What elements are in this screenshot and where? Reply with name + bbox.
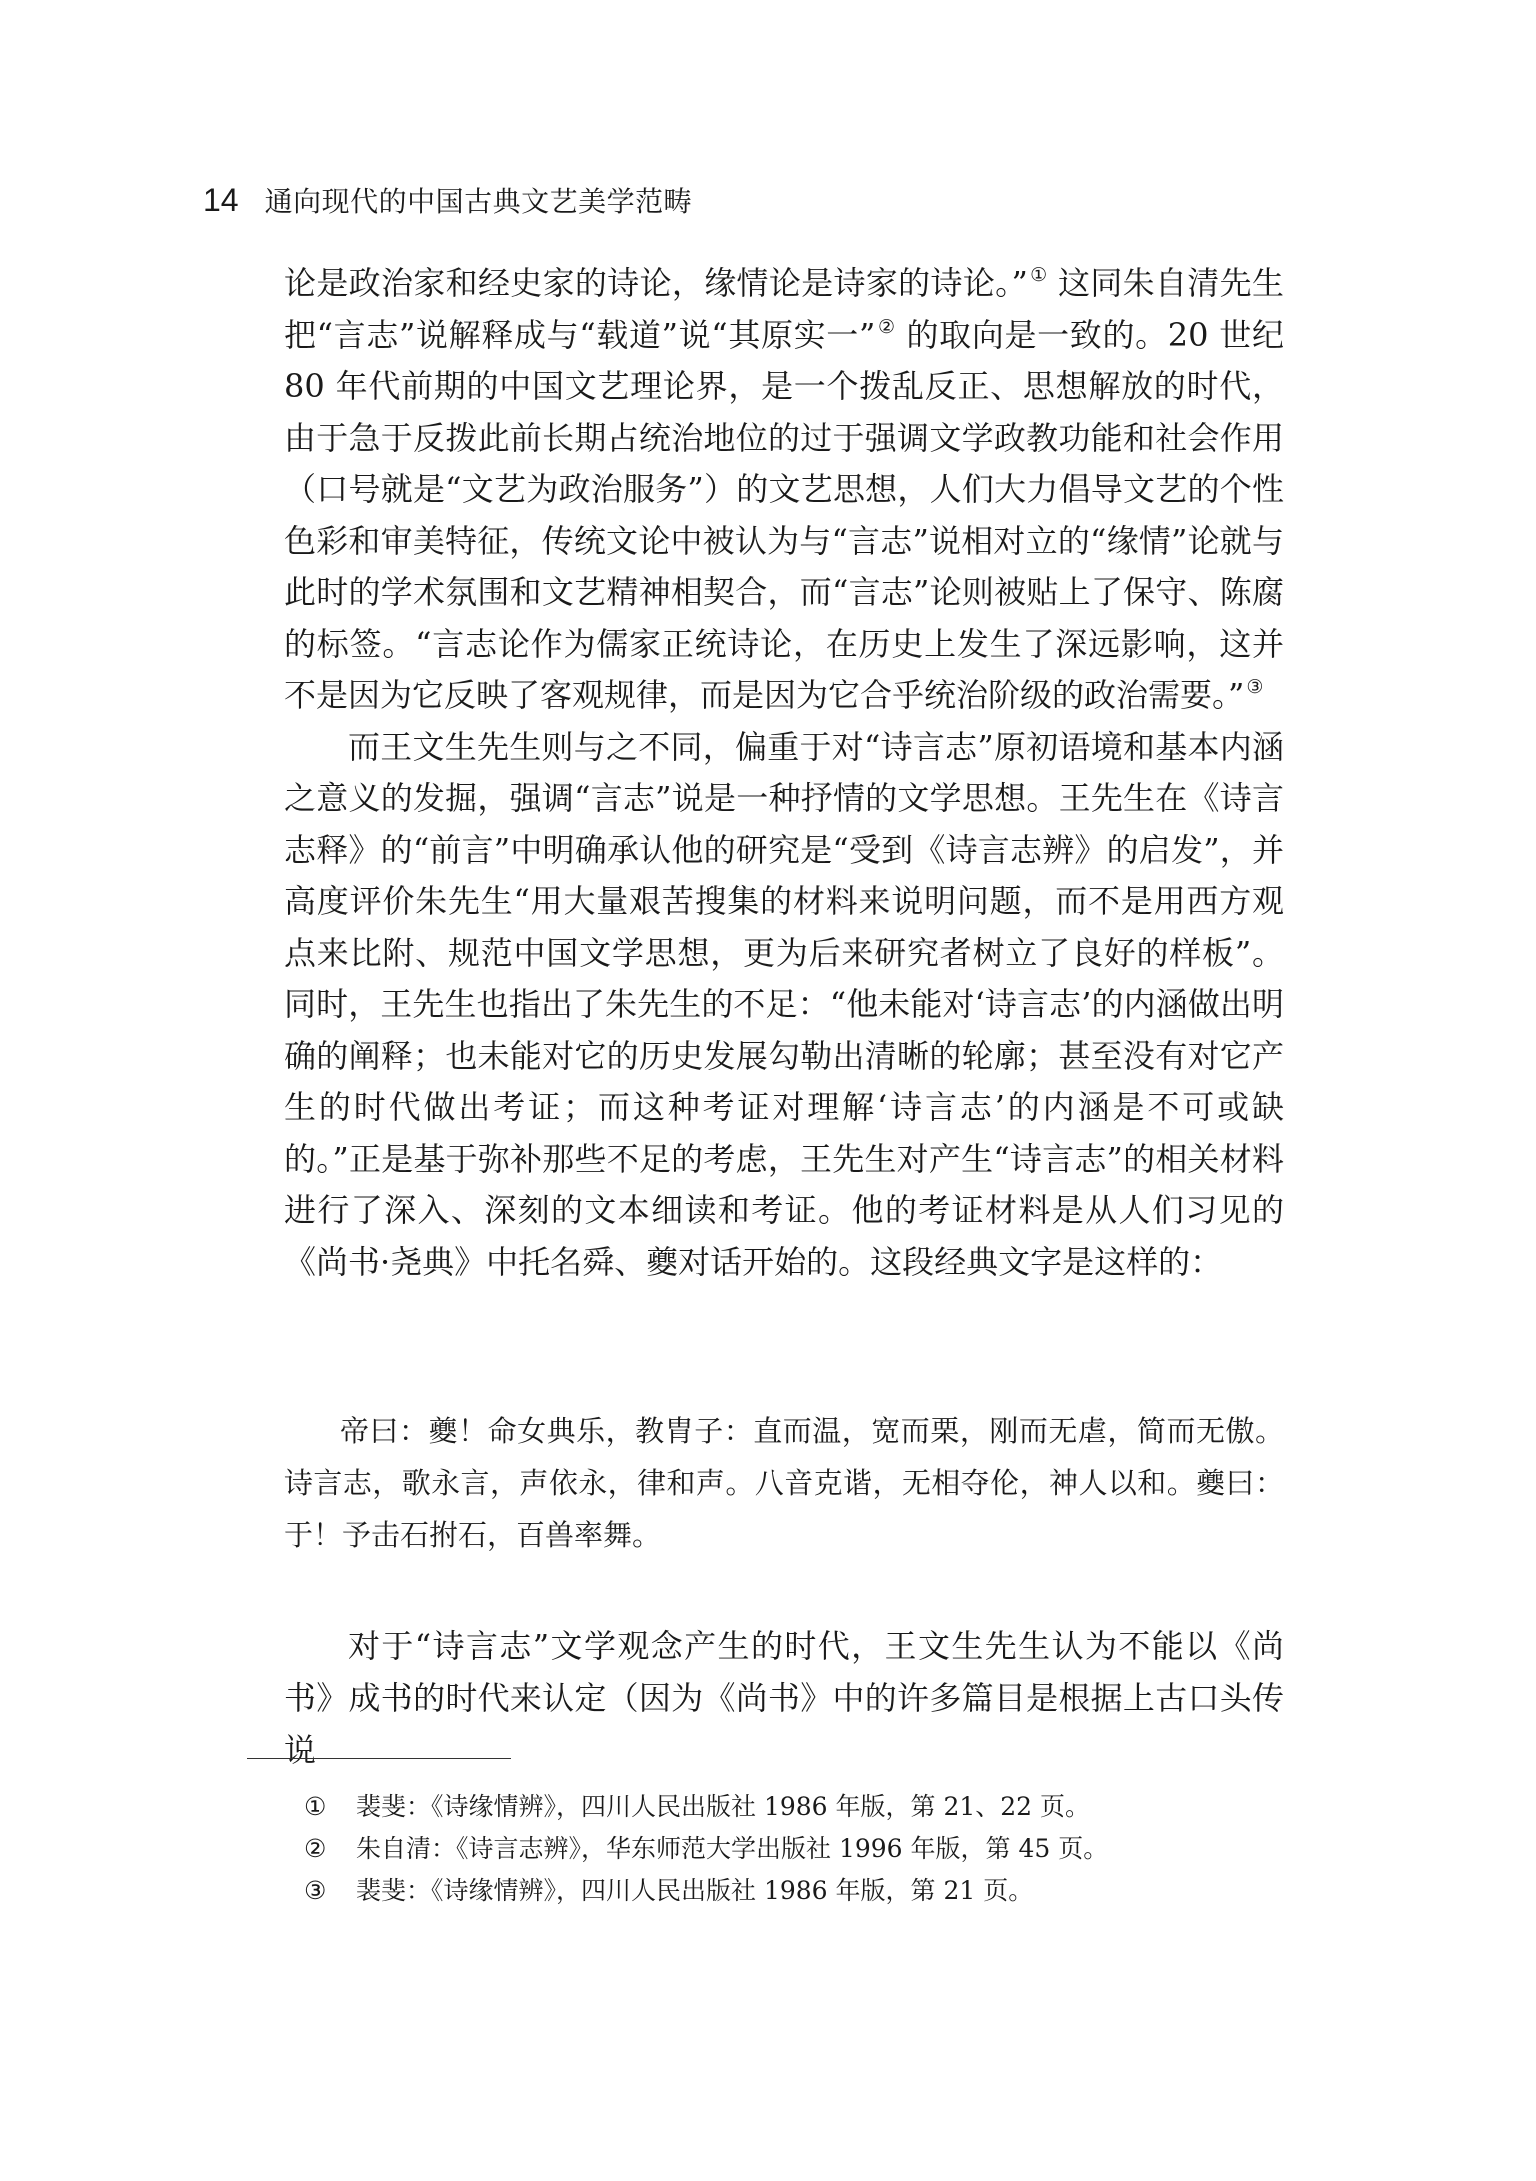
- footnote-ref-1[interactable]: ①: [1029, 264, 1048, 286]
- book-title: 通向现代的中国古典文艺美学范畴: [264, 185, 693, 218]
- paragraph-text: 论是政治家和经史家的诗论，缘情论是诗家的诗论。”: [284, 264, 1028, 302]
- footnote-marker: ③: [304, 1876, 327, 1905]
- footnote-marker: ①: [304, 1792, 327, 1821]
- footnote-item: [304, 1828, 1264, 1870]
- footnote-marker: ②: [304, 1834, 327, 1863]
- footnote-text: 裴斐：《诗缘情辨》，四川人民出版社 1986 年版，第 21、22 页。: [356, 1792, 1091, 1821]
- footnote-ref-3[interactable]: ③: [1246, 676, 1264, 698]
- running-head: [203, 180, 692, 230]
- page-number: 14: [203, 182, 239, 218]
- paragraph: 对于“诗言志”文学观念产生的时代，王文生先生认为不能以《尚书》成书的时代来认定（因为《尚书》中的许多篇目是根据上古口头传说: [284, 1627, 1284, 1769]
- paragraph-text: 这同朱自清先生把“言志”说解释成与“载道”说“其原实一”: [284, 264, 1284, 354]
- block-quote: 帝曰：夔！命女典乐，教胄子：直而温，宽而栗，刚而无虐，简而无傲。诗言志，歌永言，声依永，律和声。八音克谐，无相夺伦，神人以和。夔曰：于！予击石拊石，百兽率舞。: [284, 1414, 1284, 1552]
- footnote-item: [304, 1786, 1264, 1828]
- paragraph-continued: [284, 258, 1284, 722]
- footnotes: [304, 1786, 1264, 1912]
- footnote-text: 朱自清：《诗言志辨》，华东师范大学出版社 1996 年版，第 45 页。: [356, 1834, 1109, 1863]
- footnote-ref-2[interactable]: ②: [877, 315, 896, 338]
- footnote-item: [304, 1870, 1264, 1912]
- footnote-divider: [247, 1758, 511, 1759]
- paragraph: 而王文生先生则与之不同，偏重于对“诗言志”原初语境和基本内涵之意义的发掘，强调“言志”说是一种抒情的文学思想。王先生在《诗言志释》的“前言”中明确承认他的研究是“受到《诗言志辨》的启发”，并高度评价朱先生“用大量艰苦搜集的材料来说明问题，而不是用西方观点来比附、规范中国文学思想，更为后来研究者树立了良好的样板”。同时，王先生也指出了朱先生的不足：“他未能对‘诗言志’的内涵做出明确的阐释；也未能对它的历史发展勾勒出清晰的轮廓；甚至没有对它产生的时代做出考证；而这种考证对理解‘诗言志’的内涵是不可或缺的。”正是基于弥补那些不足的考虑，王先生对产生“诗言志”的相关材料进行了深入、深刻的文本细读和考证。他的考证材料是从人们习见的《尚书·尧典》中托名舜、夔对话开始的。这段经典文字是这样的：: [284, 727, 1284, 1281]
- main-text: [284, 258, 1284, 1288]
- footnote-text: 裴斐：《诗缘情辨》，四川人民出版社 1986 年版，第 21 页。: [356, 1876, 1034, 1905]
- paragraph-text: 的取向是一致的。20 世纪 80 年代前期的中国文艺理论界，是一个拨乱反正、思想解放的时代，由于急于反拨此前长期占统治地位的过于强调文学政教功能和社会作用（口号就是“文艺为政治服务”）的文艺思想，人们大力倡导文艺的个性色彩和审美特征，传统文论中被认为与“言志”说相对立的“缘情”论就与此时的学术氛围和文艺精神相契合，而“言志”论则被贴上了保守、陈腐的标签。“言志论作为儒家正统诗论，在历史上发生了深远影响，这并不是因为它反映了客观规律，而是因为它合乎统治阶级的政治需要。”: [284, 315, 1284, 714]
